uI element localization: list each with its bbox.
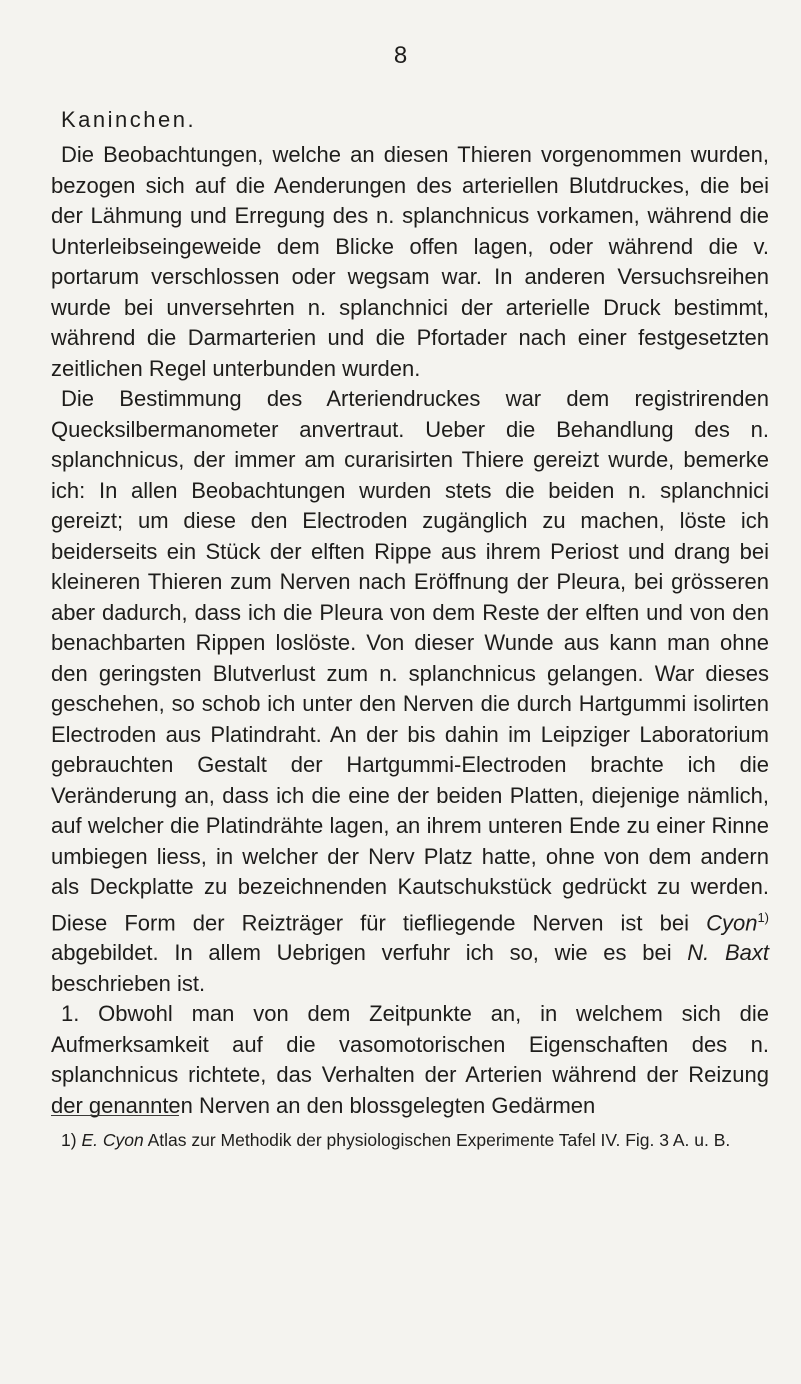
- footnote-divider: [51, 1115, 179, 1116]
- paragraph-2: [51, 384, 769, 999]
- footnote: [51, 1128, 769, 1152]
- paragraph-2-text-middle: abgebildet. In allem Uebrigen verfuhr ich so, wie es bei: [51, 940, 688, 966]
- footnote-author: E. Cyon: [81, 1130, 144, 1150]
- footnote-reference: 1): [757, 909, 769, 925]
- section-heading: Kaninchen.: [61, 107, 197, 132]
- page-body: [51, 100, 769, 1121]
- paragraph-2-text-before: Die Bestimmung des Arteriendruckes war dem registrirenden Quecksilbermanometer anvertraut. Ueber die Behandlung des n. splanchnicus, der immer am curarisirten Thiere gereizt wurde, bemerke ich: In allen Beobachtungen wurden stets die beiden n. splanchnici gereizt; um diese den Electroden zugänglich zu machen, löste ich beiderseits ein Stück der elften Rippe aus ihrem Periost und drang bei kleineren Thieren zum Nerven nach Eröffnung der Pleura, bei grösseren aber dadurch, dass ich die Pleura von dem Reste der elften und von den benachbarten Rippen loslöste. Von dieser Wunde aus kann man ohne den geringsten Blutverlust zum n. splanchnicus gelangen. War dieses geschehen, so schob ich unter den Nerven die durch Hartgummi isolirten Electroden aus Platindraht. An der bis dahin im Leipziger Laboratorium gebrauchten Gestalt der Hartgummi-Electroden brachte ich die Veränderung an, dass ich die eine der beiden Platten, diejenige nämlich, auf welcher die Platindrähte lagen, an ihrem unteren Ende zu einer Rinne umbiegen liess, in welcher der Nerv Platz hatte, ohne von dem andern als Deckplatte zu bezeichnenden Kautschukstück gedrückt zu werden. Diese Form der Reizträger für tiefliegende Nerven ist bei: [51, 386, 769, 935]
- paragraph-3: 1. Obwohl man von dem Zeitpunkte an, in welchem sich die Aufmerksamkeit auf die vasomotorischen Eigenschaften des n. splanchnicus richtete, das Verhalten der Arterien während der Reizung der genannten Nerven an den blossgelegten Gedärmen: [51, 1001, 769, 1118]
- footnote-text: Atlas zur Methodik der physiologischen Experimente Tafel IV. Fig. 3 A. u. B.: [147, 1130, 731, 1150]
- paragraph-2-text-after: beschrieben ist.: [51, 970, 206, 996]
- author-cyon: Cyon: [706, 909, 758, 935]
- footnote-marker: 1): [61, 1130, 77, 1150]
- paragraph-1: Die Beobachtungen, welche an diesen Thieren vorgenommen wurden, bezogen sich auf die Aenderungen des arteriellen Blutdruckes, die bei der Lähmung und Erregung des n. splanchnicus vorkamen, während die Unterleibseingeweide dem Blicke offen lagen, oder während die v. portarum verschlossen oder wegsam war. In anderen Versuchsreihen wurde bei unversehrten n. splanchnici der arterielle Druck bestimmt, während die Darmarterien und die Pfortader nach einer festgesetzten zeitlichen Regel unterbunden wurden.: [51, 142, 769, 381]
- author-baxt: N. Baxt: [687, 940, 770, 966]
- page-number: 8: [393, 42, 408, 69]
